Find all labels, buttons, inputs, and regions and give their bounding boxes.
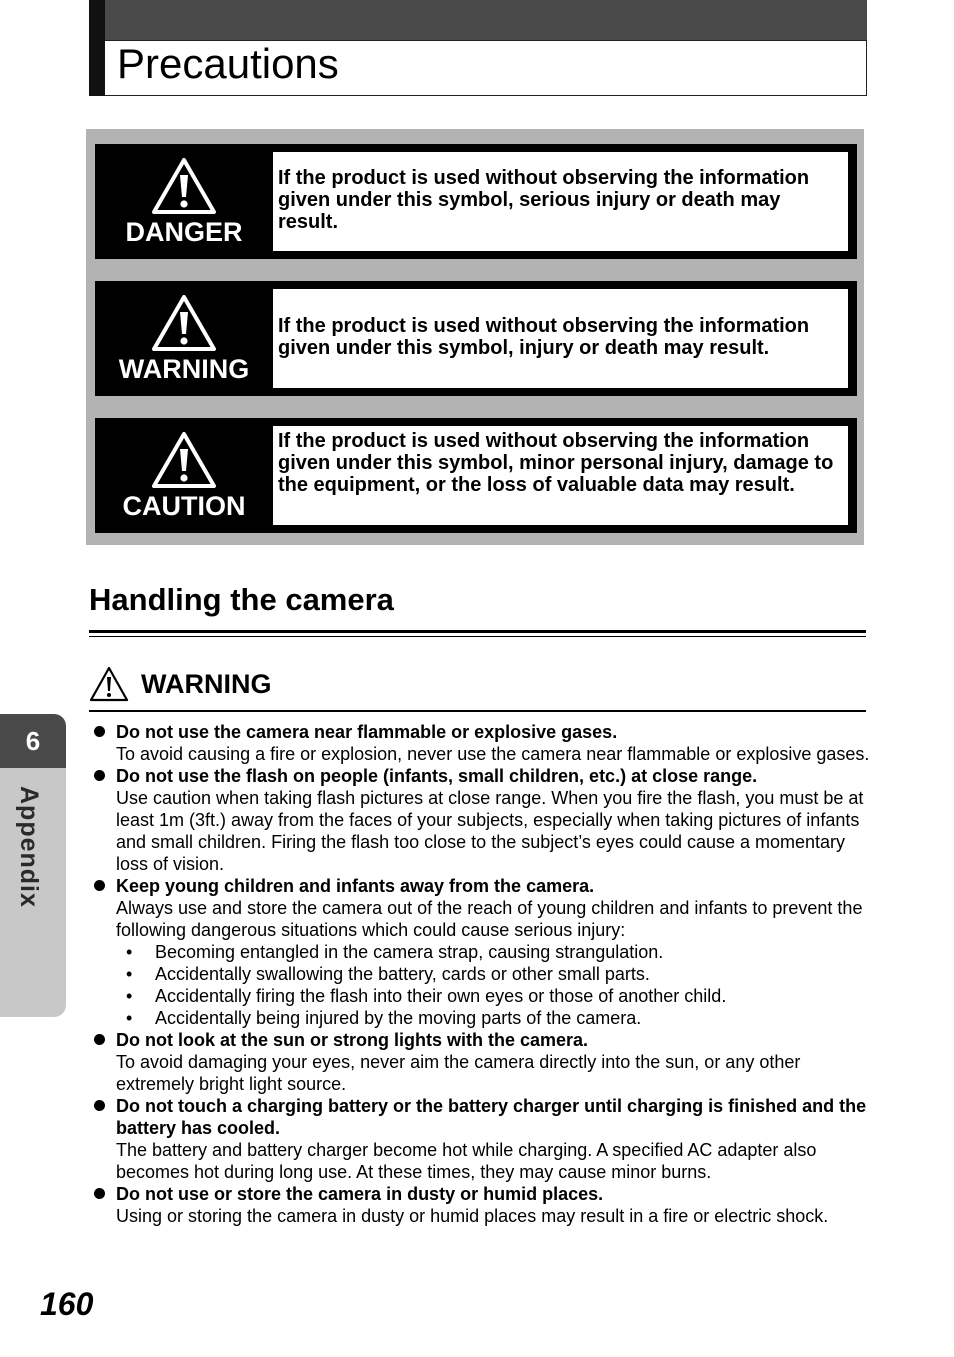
hazard-warning-label-area bbox=[95, 281, 273, 396]
warning-triangle-icon bbox=[151, 157, 217, 215]
sub-list-item bbox=[116, 985, 872, 1007]
hazard-caution-text-box bbox=[273, 426, 848, 525]
hazard-warning-text-box bbox=[273, 289, 848, 388]
chapter-label: Appendix bbox=[15, 786, 43, 908]
sub-item-text: Accidentally being injured by the moving parts of the camera. bbox=[155, 1008, 642, 1028]
page-number: 160 bbox=[40, 1286, 94, 1322]
hazard-danger-text: If the product is used without observing the information given under this symbol, serious injury or death may result. bbox=[278, 167, 810, 233]
title-left-bar bbox=[89, 0, 105, 96]
title-top-bar bbox=[105, 0, 867, 40]
list-item bbox=[92, 765, 872, 875]
section-rule-thin bbox=[89, 636, 866, 637]
list-item bbox=[92, 721, 872, 765]
sub-item-text: Accidentally swallowing the battery, cards or other small parts. bbox=[155, 964, 650, 984]
bullet-dot bbox=[94, 1188, 105, 1199]
list-item bbox=[92, 1095, 872, 1183]
bullet-dot bbox=[94, 1034, 105, 1045]
warning-triangle-icon bbox=[151, 294, 217, 352]
hazard-danger bbox=[95, 144, 857, 259]
item-body: To avoid causing a fire or explosion, never use the camera near flammable or explosive gases. bbox=[116, 744, 870, 764]
hazard-warning-label: WARNING bbox=[118, 353, 250, 384]
warning-heading-rule bbox=[89, 710, 866, 712]
chapter-side-tab bbox=[0, 714, 66, 1017]
sub-bullet: • bbox=[126, 986, 133, 1006]
section-rule-thick bbox=[89, 630, 866, 633]
sub-item-text: Accidentally firing the flash into their own eyes or those of another child. bbox=[155, 986, 727, 1006]
item-body: The battery and battery charger become hot while charging. A specified AC adapter also becomes hot during long use. At these times, they may cause minor burns. bbox=[116, 1140, 817, 1182]
item-heading: Do not touch a charging battery or the battery charger until charging is finished and the battery has cooled. bbox=[116, 1096, 867, 1138]
hazard-danger-label-area bbox=[95, 144, 273, 259]
warning-heading bbox=[89, 662, 272, 706]
warning-heading-text: WARNING bbox=[141, 669, 272, 699]
sub-list-item bbox=[116, 1007, 872, 1029]
bullet-dot bbox=[94, 1100, 105, 1111]
item-heading: Do not look at the sun or strong lights with the camera. bbox=[116, 1030, 589, 1050]
list-item bbox=[92, 875, 872, 1029]
list-item bbox=[92, 1183, 872, 1227]
hazard-caution-label: CAUTION bbox=[122, 490, 246, 521]
item-heading: Do not use or store the camera in dusty or humid places. bbox=[116, 1184, 604, 1204]
item-heading: Do not use the camera near flammable or explosive gases. bbox=[116, 722, 618, 742]
warning-triangle-icon bbox=[151, 431, 217, 489]
hazard-caution-label-area bbox=[95, 418, 273, 533]
chapter-number: 6 bbox=[0, 714, 66, 768]
item-body: Always use and store the camera out of the reach of young children and infants to prevent the following dangerous situations which could cause serious injury: bbox=[116, 898, 863, 940]
list-item bbox=[92, 1029, 872, 1095]
hazard-warning-text: If the product is used without observing the information given under this symbol, injury or death may result. bbox=[278, 315, 810, 359]
sub-list-item bbox=[116, 963, 872, 985]
title-body bbox=[105, 40, 867, 96]
warning-triangle-icon bbox=[89, 666, 129, 702]
bullet-dot bbox=[94, 880, 105, 891]
section-title: Handling the camera bbox=[89, 582, 394, 617]
hazard-legend-panel bbox=[86, 129, 864, 545]
hazard-danger-label: DANGER bbox=[125, 216, 243, 247]
hazard-caution bbox=[95, 418, 857, 533]
warning-list bbox=[92, 721, 872, 1227]
hazard-warning bbox=[95, 281, 857, 396]
sub-bullet: • bbox=[126, 942, 133, 962]
sub-bullet: • bbox=[126, 964, 133, 984]
bullet-dot bbox=[94, 770, 105, 781]
page-title: Precautions bbox=[117, 40, 339, 87]
item-body: Use caution when taking flash pictures at close range. When you fire the flash, you must be at least 1m (3ft.) away from the faces of your subjects, especially when taking pictures of infants and small children. Firing the flash too close to the subject’s eyes could cause a momentary loss of vision. bbox=[116, 788, 864, 874]
item-body: To avoid damaging your eyes, never aim the camera directly into the sun, or any other extremely bright light source. bbox=[116, 1052, 801, 1094]
hazard-danger-text-box bbox=[273, 152, 848, 251]
page-title-block bbox=[89, 0, 867, 96]
sub-bullet: • bbox=[126, 1008, 133, 1028]
sub-list-item bbox=[116, 941, 872, 963]
bullet-dot bbox=[94, 726, 105, 737]
hazard-caution-text: If the product is used without observing the information given under this symbol, minor personal injury, damage to the equipment, or the loss of valuable data may result. bbox=[278, 430, 834, 496]
item-body: Using or storing the camera in dusty or humid places may result in a fire or electric shock. bbox=[116, 1206, 829, 1226]
item-heading: Do not use the flash on people (infants, small children, etc.) at close range. bbox=[116, 766, 758, 786]
sub-item-text: Becoming entangled in the camera strap, causing strangulation. bbox=[155, 942, 664, 962]
item-heading: Keep young children and infants away from the camera. bbox=[116, 876, 595, 896]
